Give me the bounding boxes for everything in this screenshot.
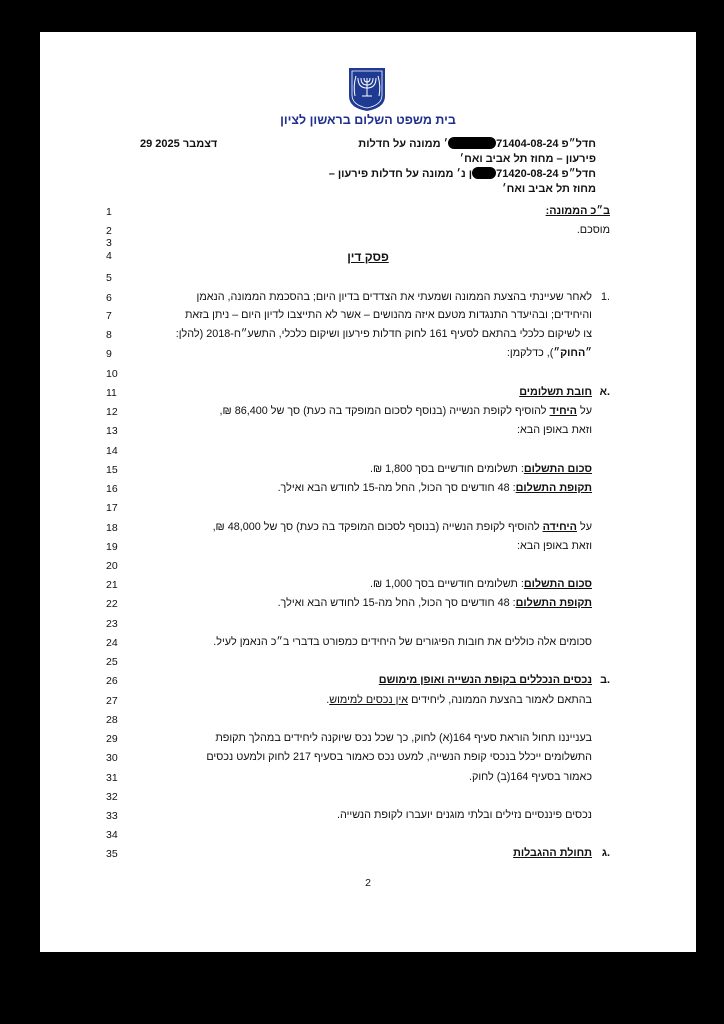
body-text: להוסיף לקופת הנשייה (בנוסף לסכום המופקד בה כעת) סך של 86,400 ₪, xyxy=(219,405,550,417)
body-text: : תשלומים חודשיים בסך 1,800 ₪. xyxy=(369,463,524,475)
case-1-title xyxy=(296,137,596,197)
line-number: 33 xyxy=(106,810,118,822)
body-line xyxy=(326,694,592,706)
section-label: ג. xyxy=(601,847,610,859)
section-label: ב. xyxy=(600,674,610,686)
line-number: 13 xyxy=(106,425,118,437)
body-text: : 48 חודשים סך הכול, החל מה-15 לחודש הבא ואילך. xyxy=(277,482,516,494)
body-text: על xyxy=(576,405,592,417)
section-heading: חובת תשלומים xyxy=(519,386,592,398)
line-number: 34 xyxy=(106,829,118,841)
line-number: 17 xyxy=(106,502,118,514)
line-number: 31 xyxy=(106,772,118,784)
line-number: 18 xyxy=(106,522,118,534)
line-number: 5 xyxy=(106,272,112,284)
body-line xyxy=(370,578,592,590)
case-2-number: חדל״פ 71420-08-24 xyxy=(496,168,596,180)
line-number: 2 xyxy=(106,225,112,237)
line-number: 11 xyxy=(106,387,117,399)
line-number: 27 xyxy=(106,695,118,707)
line-number: 21 xyxy=(106,579,118,591)
body-line xyxy=(507,347,592,359)
case-2-parties: ן נ׳ ממונה על חדלות פירעון – xyxy=(328,168,473,180)
body-line xyxy=(370,463,592,475)
party-term: היחידה xyxy=(542,521,577,533)
body-text: : 48 חודשים סך הכול, החל מה-15 לחודש הבא ואילך. xyxy=(277,597,516,609)
body-line xyxy=(220,405,592,417)
case-1-parties: ׳ ממונה על חדלות xyxy=(358,138,449,150)
body-text: ), כדלקמן: xyxy=(506,347,554,359)
body-line: צו לשיקום כלכלי בהתאם לסעיף 161 לחוק חדלות פירעון ושיקום כלכלי, התשע״ח-2018 (להלן: xyxy=(175,328,592,340)
case-2-parties-cont: מחוז תל אביב ואח׳ xyxy=(502,183,596,195)
court-name: בית משפט השלום בראשון לציון xyxy=(280,113,456,127)
line-number: 3 xyxy=(106,237,112,249)
field-label: תקופת התשלום xyxy=(515,482,592,494)
body-line xyxy=(278,597,592,609)
line-number: 15 xyxy=(106,464,118,476)
field-label: סכום התשלום xyxy=(523,463,592,475)
body-text: . xyxy=(326,694,330,706)
emphasis-text: אין נכסים למימוש xyxy=(329,694,409,706)
line-number: 29 xyxy=(106,733,118,745)
document-page xyxy=(40,32,696,952)
line-number: 30 xyxy=(106,752,118,764)
body-text: להוסיף לקופת הנשייה (בנוסף לסכום המופקד בה כעת) סך של 48,000 ₪, xyxy=(212,521,543,533)
body-line: והיחידים; ובהיעדר התנגדות מטעם איזה מהנושים – אשר לא התייצבו לדיון היום – ניתן בזאת xyxy=(184,309,592,321)
decision-date: 29 דצמבר 2025 xyxy=(140,138,218,150)
section-heading: נכסים הנכללים בקופת הנשייה ואופן מימושם xyxy=(378,674,592,686)
line-number: 22 xyxy=(106,598,118,610)
party-term: היחיד xyxy=(549,405,577,417)
case-1-number: חדל״פ 71404-08-24 xyxy=(496,138,596,150)
redaction-block xyxy=(472,167,496,179)
line-number: 24 xyxy=(106,637,118,649)
section-heading: תחולת ההגבלות xyxy=(513,847,592,859)
body-line: התשלומים ייכלל בנכסי קופת הנשייה, למעט נכס כאמור בסעיף 217 לחוק ולמעט נכסים xyxy=(206,751,592,763)
field-label: סכום התשלום xyxy=(523,578,592,590)
line-number: 26 xyxy=(106,675,118,687)
page-number: 2 xyxy=(365,877,371,889)
body-line: וזאת באופן הבא: xyxy=(516,424,592,436)
line-number: 32 xyxy=(106,791,118,803)
line-number: 4 xyxy=(106,250,112,262)
line-number: 9 xyxy=(106,348,112,360)
body-line: לאחר שעיינתי בהצעת הממונה ושמעתי את הצדדים בדיון היום; בהסכמת הממונה, הנאמן xyxy=(196,291,592,303)
field-label: תקופת התשלום xyxy=(515,597,592,609)
page-title: פסק דין xyxy=(347,250,389,264)
line-number: 20 xyxy=(106,560,118,572)
body-line: וזאת באופן הבא: xyxy=(516,540,592,552)
line-number: 23 xyxy=(106,618,118,630)
line-number: 28 xyxy=(106,714,118,726)
line-number: 12 xyxy=(106,406,118,418)
defined-term: ״החוק״ xyxy=(553,347,592,359)
line-number: 7 xyxy=(106,310,112,322)
body-text: על xyxy=(576,521,592,533)
appointee-counsel-label: ב״כ הממונה: xyxy=(545,205,610,217)
line-number: 16 xyxy=(106,483,118,495)
section-label: א. xyxy=(599,386,610,398)
line-number: 25 xyxy=(106,656,118,668)
line-number: 19 xyxy=(106,541,118,553)
case-1-parties-cont: פירעון – מחוז תל אביב ואח׳ xyxy=(459,153,596,165)
redaction-block xyxy=(448,137,496,149)
line-number: 6 xyxy=(106,292,112,304)
body-line: כאמור בסעיף 164(ב) לחוק. xyxy=(468,771,592,783)
body-line: סכומים אלה כוללים את חובות הפיגורים של היחידים כמפורט בדברי ב״כ הנאמן לעיל. xyxy=(213,636,592,648)
line-number: 14 xyxy=(106,445,118,457)
body-line: נכסים פיננסיים נזילים ובלתי מוגנים יועברו לקופת הנשייה. xyxy=(337,809,592,821)
line-number: 10 xyxy=(106,368,118,380)
paragraph-number: 1. xyxy=(600,291,610,303)
line-number: 35 xyxy=(106,848,118,860)
body-text: בהתאם לאמור בהצעת הממונה, ליחידים xyxy=(408,694,592,706)
line-number: 1 xyxy=(106,206,112,218)
line-number: 8 xyxy=(106,329,112,341)
body-line: בענייננו תחול הוראת סעיף 164(א) לחוק, כך שכל נכס שיוקנה ליחידים במהלך תקופת xyxy=(215,732,592,744)
agreed-text: מוסכם. xyxy=(576,224,610,236)
body-line xyxy=(213,521,592,533)
body-line xyxy=(278,482,592,494)
state-emblem-icon xyxy=(347,66,387,112)
body-text: : תשלומים חודשיים בסך 1,000 ₪. xyxy=(369,578,524,590)
